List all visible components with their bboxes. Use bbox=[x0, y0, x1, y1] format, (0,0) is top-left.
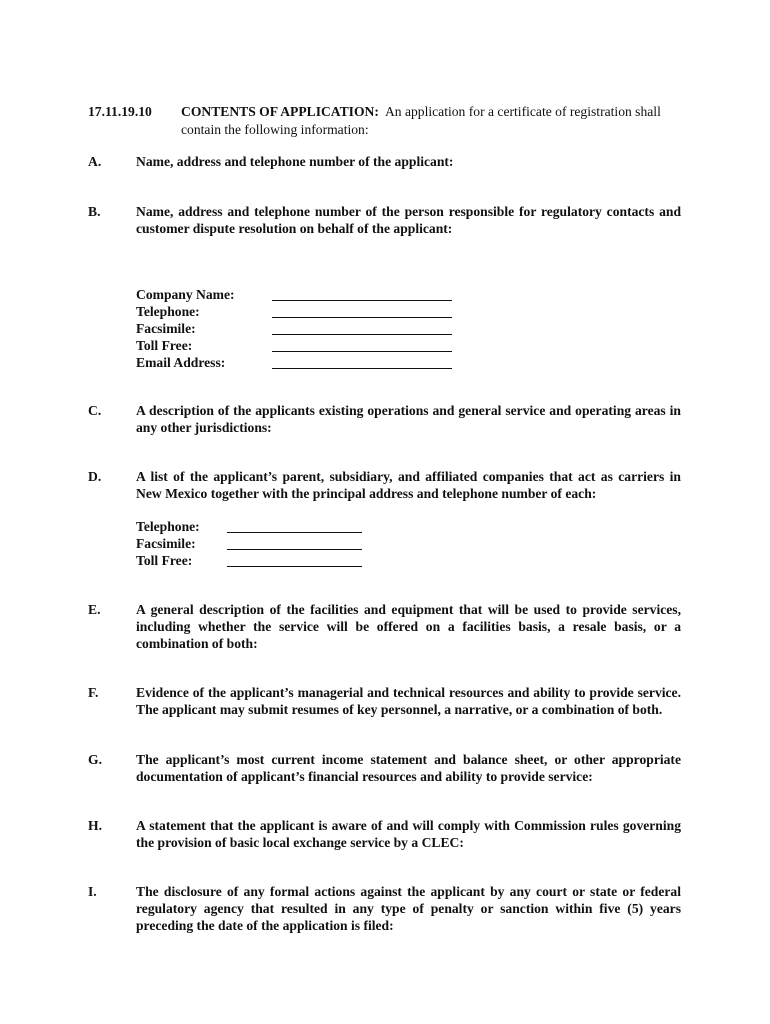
item-text: Evidence of the applicant’s managerial and technical resources and ability to provide service. The applicant may submit resumes of key personnel, a narrative, or a combination of both. bbox=[136, 685, 681, 717]
section-intro-line2: contain the following information: bbox=[181, 122, 369, 137]
field-label: Email Address: bbox=[136, 355, 226, 370]
toll-free-blank[interactable] bbox=[272, 351, 452, 352]
item-text: A general description of the facilities and equipment that will be used to provide services, including whether the service will be offered on a facilities basis, a resale basis, or a combination of both: bbox=[136, 602, 681, 651]
section-heading: CONTENTS OF APPLICATION: bbox=[181, 104, 379, 119]
telephone-blank[interactable] bbox=[272, 317, 452, 318]
item-letter: D. bbox=[88, 469, 102, 484]
item-letter: H. bbox=[88, 818, 102, 833]
field-label: Company Name: bbox=[136, 287, 235, 302]
section-intro bbox=[181, 103, 691, 139]
item-text: A list of the applicant’s parent, subsidiary, and affiliated companies that act as carriers in New Mexico together with the principal address and telephone number of each: bbox=[136, 469, 681, 501]
item-letter: A. bbox=[88, 154, 102, 169]
item-text: Name, address and telephone number of the applicant: bbox=[136, 154, 454, 169]
item-letter: B. bbox=[88, 204, 101, 219]
field-label: Facsimile: bbox=[136, 536, 196, 551]
item-letter: C. bbox=[88, 403, 102, 418]
item-text: A description of the applicants existing operations and general service and operating areas in any other jurisdictions: bbox=[136, 403, 681, 435]
field-label: Toll Free: bbox=[136, 338, 193, 353]
item-text: The disclosure of any formal actions against the applicant by any court or state or federal regulatory agency that resulted in any type of penalty or sanction within five (5) years preceding the date of the application is filed: bbox=[136, 884, 681, 933]
toll-free-blank[interactable] bbox=[227, 566, 362, 567]
field-label: Facsimile: bbox=[136, 321, 196, 336]
field-label: Telephone: bbox=[136, 519, 200, 534]
item-letter: I. bbox=[88, 884, 97, 899]
item-text: The applicant’s most current income statement and balance sheet, or other appropriate documentation of applicant’s financial resources and ability to provide service: bbox=[136, 752, 681, 784]
field-label: Telephone: bbox=[136, 304, 200, 319]
section-intro-line1: An application for a certificate of registration shall bbox=[384, 104, 661, 119]
facsimile-blank[interactable] bbox=[227, 549, 362, 550]
email-address-blank[interactable] bbox=[272, 368, 452, 369]
item-letter: F. bbox=[88, 685, 99, 700]
company-name-blank[interactable] bbox=[272, 300, 452, 301]
field-label: Toll Free: bbox=[136, 553, 193, 568]
item-letter: E. bbox=[88, 602, 101, 617]
item-text: A statement that the applicant is aware of and will comply with Commission rules governing the provision of basic local exchange service by a CLEC: bbox=[136, 818, 681, 850]
telephone-blank[interactable] bbox=[227, 532, 362, 533]
item-letter: G. bbox=[88, 752, 102, 767]
item-text: Name, address and telephone number of the person responsible for regulatory contacts and customer dispute resolution on behalf of the applicant: bbox=[136, 204, 681, 236]
section-number: 17.11.19.10 bbox=[88, 104, 152, 119]
facsimile-blank[interactable] bbox=[272, 334, 452, 335]
